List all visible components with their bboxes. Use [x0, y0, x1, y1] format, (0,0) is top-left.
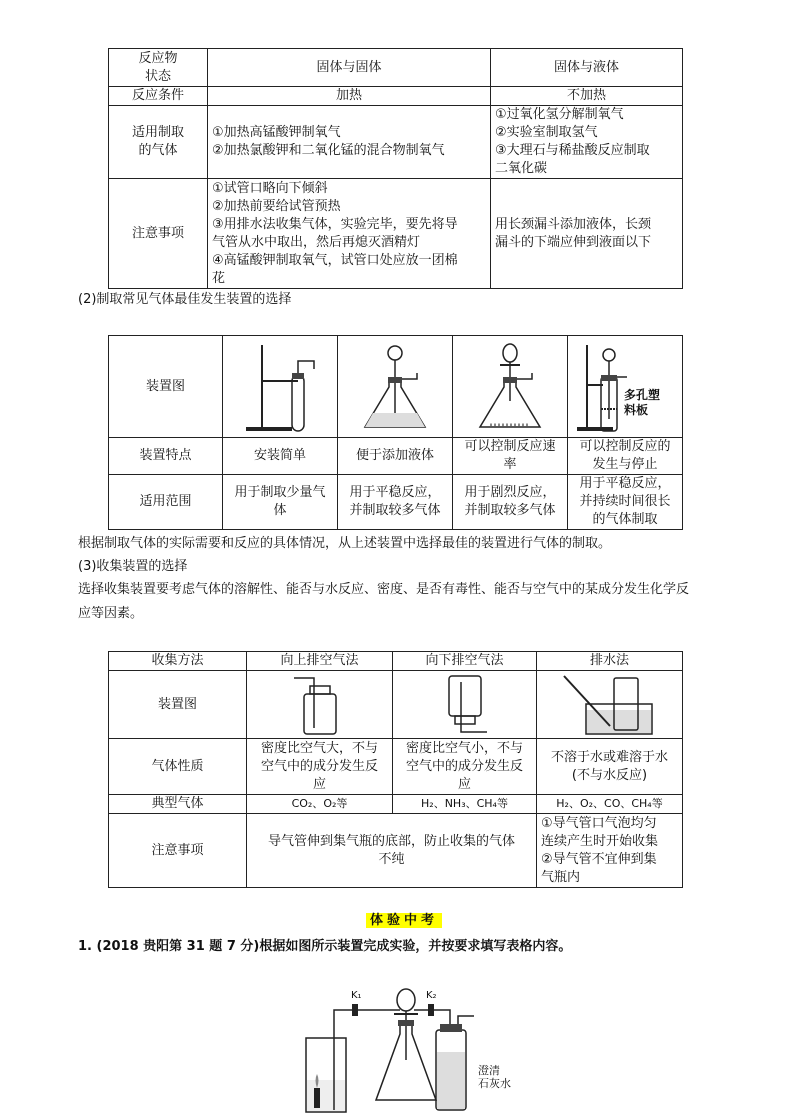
paragraph-choose: 根据制取气体的实际需要和反应的具体情况，从上述装置中选择最佳的装置进行气体的制取。: [78, 536, 612, 551]
feature-3: 可以控制反应速 率: [453, 438, 568, 475]
typical-water: H₂、O₂、CO、CH₄等: [537, 795, 683, 814]
notes-solid-solid: ①试管口略向下倾斜 ②加热前要给试管预热 ③用排水法收集气体，实验完毕，要先将导 气管从水中取出，然后再熄灭酒精灯 ④高锰酸钾制取氧气，试管口处应放一团棉 花: [208, 179, 491, 289]
stand-test-tube-icon: [240, 339, 320, 435]
scope-1: 用于制取少量气 体: [223, 475, 338, 530]
condition-solid-solid: 加热: [208, 87, 491, 106]
gas-solid-solid: ①加热高锰酸钾制氧气 ②加热氯酸钾和二氧化锰的混合物制氧气: [208, 106, 491, 179]
header-solid-liquid: 固体与液体: [491, 49, 683, 87]
upward-bottle-icon: [290, 674, 350, 736]
section-3-title: (3)收集装置的选择: [78, 559, 188, 574]
condition-solid-liquid: 不加热: [491, 87, 683, 106]
row-condition-label: 反应条件: [109, 87, 208, 106]
property-downward: 密度比空气小，不与 空气中的成分发生反 应: [393, 739, 537, 795]
notes-solid-liquid: 用长颈漏斗添加液体，长颈 漏斗的下端应伸到液面以下: [491, 179, 683, 289]
header-solid-solid: 固体与固体: [208, 49, 491, 87]
row-notes-label: 注意事项: [109, 179, 208, 289]
section-2-title: (2)制取常见气体最佳发生装置的选择: [78, 292, 292, 307]
scope-4: 用于平稳反应， 并持续时间很长 的气体制取: [568, 475, 683, 530]
paragraph-collect-1: 选择收集装置要考虑气体的溶解性、能否与水反应、密度、是否有毒性、能否与空气中的某成分发生化学反: [78, 582, 690, 597]
valve-k2-label: K₂: [426, 990, 437, 1001]
notes-air: 导气管伸到集气瓶的底部，防止收集的气体 不纯: [247, 814, 537, 888]
apparatus-downward: [393, 671, 537, 739]
apparatus-upward: [247, 671, 393, 739]
porous-plate-tube-icon: [575, 339, 675, 435]
row-gas-label: 适用制取 的气体: [109, 106, 208, 179]
porous-plate-label: 多孔塑 料板: [624, 388, 661, 417]
scope-2: 用于平稳反应， 并制取较多气体: [338, 475, 453, 530]
reaction-table: [108, 48, 683, 289]
feature-2: 便于添加液体: [338, 438, 453, 475]
row-apparatus-label: 装置图: [109, 336, 223, 438]
limewater-label: 澄清 石灰水: [478, 1064, 511, 1090]
valve-k1-label: K₁: [351, 990, 362, 1001]
apparatus-long-funnel: [338, 336, 453, 438]
row-scope-label: 适用范围: [109, 475, 223, 530]
scope-3: 用于剧烈反应， 并制取较多气体: [453, 475, 568, 530]
feature-4: 可以控制反应的 发生与停止: [568, 438, 683, 475]
header-method: 收集方法: [109, 652, 247, 671]
apparatus-porous-plate: [568, 336, 683, 438]
feature-1: 安装简单: [223, 438, 338, 475]
separatory-funnel-flask-icon: [470, 339, 550, 435]
generator-table: [108, 335, 683, 530]
apparatus-test-tube: [223, 336, 338, 438]
row-typical-label: 典型气体: [109, 795, 247, 814]
typical-upward: CO₂、O₂等: [247, 795, 393, 814]
header-upward-air: 向上排空气法: [247, 652, 393, 671]
experiment-apparatus-icon: [300, 980, 530, 1114]
gas-solid-liquid: ①过氧化氢分解制氧气 ②实验室制取氢气 ③大理石与稀盐酸反应制取 二氧化碳: [491, 106, 683, 179]
row-notes-label: 注意事项: [109, 814, 247, 888]
typical-downward: H₂、NH₃、CH₄等: [393, 795, 537, 814]
notes-water: ①导气管口气泡均匀 连续产生时开始收集 ②导气管不宜伸到集 气瓶内: [537, 814, 683, 888]
row-apparatus-label: 装置图: [109, 671, 247, 739]
experience-title: 体验中考: [366, 911, 442, 931]
collection-table: [108, 651, 683, 888]
header-reactant-state: 反应物 状态: [109, 49, 208, 87]
experiment-figure: [300, 980, 530, 1114]
property-water: 不溶于水或难溶于水 (不与水反应): [537, 739, 683, 795]
header-downward-air: 向下排空气法: [393, 652, 537, 671]
row-property-label: 气体性质: [109, 739, 247, 795]
long-neck-funnel-flask-icon: [355, 339, 435, 435]
water-trough-icon: [560, 674, 660, 736]
row-feature-label: 装置特点: [109, 438, 223, 475]
header-water: 排水法: [537, 652, 683, 671]
property-upward: 密度比空气大，不与 空气中的成分发生反 应: [247, 739, 393, 795]
apparatus-water: [537, 671, 683, 739]
downward-bottle-icon: [435, 674, 495, 736]
apparatus-separatory-funnel: [453, 336, 568, 438]
question-1: 1. (2018 贵阳第 31 题 7 分)根据如图所示装置完成实验，并按要求填写表格内容。: [78, 939, 572, 954]
paragraph-collect-2: 应等因素。: [78, 606, 144, 621]
